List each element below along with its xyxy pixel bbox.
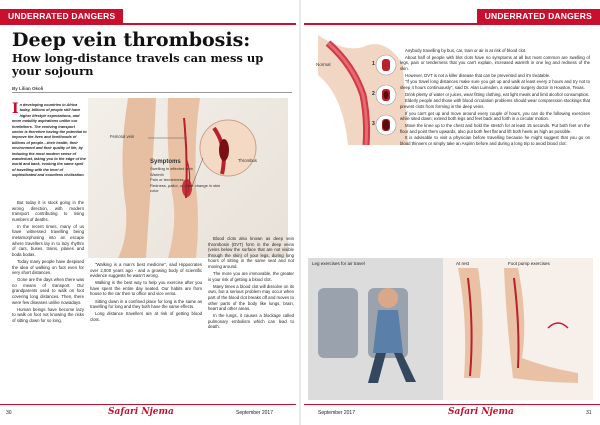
- paragraph: The more you are immovable, the greater is your risk of getting a blood clot.: [208, 271, 294, 282]
- paragraph: Today many people have despised the idea of walking on foot even for very short distances.: [12, 258, 84, 276]
- paragraph: It is advisable to visit a physician before travelling because he might suggest that you go on blood thinners or simply take an Aspirin before and during a long trip to avoid blood clot.: [400, 135, 590, 146]
- symptom-item: Pain or tenderness: [150, 177, 184, 183]
- header-rule-left: [0, 23, 296, 25]
- paragraph: Gone are the days when there was no means of transport. Our grandparents used to walk on foot covering long distances. Then, there were few diseases unlike nowadays.: [12, 277, 84, 305]
- drop-cap: I: [12, 101, 19, 117]
- paragraph: However, DVT is not a killer disease that can be prevented and it's treatable.: [405, 72, 551, 78]
- step-3-label: 3: [372, 121, 375, 127]
- symptoms-title: Symptoms: [150, 159, 181, 165]
- paragraph: About half of people with blot clots have no symptoms at all but most common are swelling of legs, pain or tenderness that you can't explain, increased warmth in one leg and redness of the skin.: [400, 54, 590, 71]
- footer-rule-right: [304, 404, 600, 405]
- symptom-item: Warmth: [150, 171, 164, 177]
- column-2: [90, 262, 202, 324]
- brand-left: Safari Njema: [108, 407, 174, 417]
- thrombus-label: Thrombus: [238, 158, 257, 163]
- date-right: September 2017: [318, 410, 355, 416]
- paragraph: But today it is stock going in the wrong direction, with modern transport contributing to rising numbers of deaths.: [12, 200, 84, 222]
- vein-drawing: [308, 35, 413, 145]
- paragraph: In the lungs, it causes a blockage called pulmonary embolism which can lead to death.: [208, 313, 294, 330]
- paragraph: Drink plenty of water or juices, wear fitting clothing, eat light meals and limit alcohol consumption.: [405, 91, 590, 97]
- exercise-illustration: [308, 258, 593, 400]
- paragraph: Elderly people and those with blood circulation problems should wear compression stockings that prevent clots from forming in the deep veins.: [400, 98, 590, 109]
- page-number-left: 30: [6, 410, 12, 416]
- paragraph: Move the knee up to the chest and hold the stretch for at least 15 seconds. Put both feet on the floor and point them upwards, also put both feet flat and lift both heels as high as possible.: [400, 122, 590, 134]
- paragraph: "Walking is a man's best medicine", said Hippocrates over 2,000 years ago - and a growing body of scientific evidence suggests he wasn't wrong.: [90, 262, 202, 279]
- foot-pump-label: Foot pump exercises: [508, 261, 550, 266]
- normal-label: Normal: [316, 62, 331, 67]
- paragraph: Blood clots also known as deep vein thrombosis (DVT) form in the deep veins (veins below the surface that are not visible through the skin) of your legs, during long hours of sitting in the same seat and not moving around.: [208, 236, 294, 269]
- paragraph: Human beings have become lazy to walk on foot not knowing the risks of sitting down for so long.: [12, 306, 84, 323]
- symptoms-box: [150, 160, 222, 193]
- section-tag-right: UNDERRATED DANGERS: [477, 9, 600, 23]
- at-rest-label: At rest: [456, 261, 470, 266]
- date-left: September 2017: [236, 410, 273, 416]
- header-rule-right: [304, 23, 600, 25]
- paragraph: Many times a blood clot will dissolve on its own, but a serious problem may occur when part of the blood clot breaks off and moves to other parts of the body like lungs, brain, heart and other areas.: [208, 283, 294, 312]
- page-gutter: [299, 0, 301, 425]
- step-2-label: 2: [372, 91, 375, 97]
- exercise-caption: Leg exercises for air travel: [312, 261, 365, 266]
- brand-right: Safari Njema: [448, 407, 514, 417]
- vein-diagram: [308, 35, 413, 145]
- paragraph: "If you travel long distances make sure you get up and walk at least every 2 hours and try not to sleep 4 hours continuously", said Dr. Alan Lumsden, a vascular surgery doctor in Houston, Texas.: [400, 79, 590, 90]
- paragraph: If you can't get up and move around every couple of hours, you can do the following exercises while sited down; extend both legs and feet back and forth in a circular motion.: [400, 110, 590, 122]
- article-subtitle: How long-distance travels can mess up your sojourn: [12, 51, 264, 78]
- paragraph: In the recent times, many of us have witnessed travelling being metamorphosing into an escape where travellers lay in to lazy rhythm of cars, buses, trains, planes and boda bodas.: [12, 223, 84, 257]
- paragraph: Sitting down in a confined place for long is the same as travelling for long and they both have the same effects.: [90, 298, 202, 310]
- femoral-vein-label: Femoral vein: [110, 134, 135, 139]
- footer-rule-left: [0, 404, 296, 405]
- intro-paragraph: [12, 103, 87, 179]
- symptom-item: Swelling in affected limb: [150, 166, 193, 172]
- column-1: [12, 200, 84, 325]
- symptom-item: Redness, pallor, or other change in skin color: [150, 182, 221, 194]
- article-title: Deep vein thrombosis:: [12, 29, 251, 51]
- step-1-label: 1: [372, 61, 375, 67]
- paragraph: Long distance travellers are at risk of getting blood clots.: [90, 311, 202, 322]
- column-3: [208, 236, 294, 332]
- right-column: [400, 48, 590, 148]
- page-number-right: 31: [586, 410, 592, 416]
- title-rule: [12, 92, 292, 93]
- paragraph: Anybody travelling by bus, car, train or air is at risk of blood clot.: [405, 48, 527, 53]
- byline: By Lilian Okoli: [12, 86, 44, 91]
- paragraph: Walking is the best way to help you exercise after you have spent the entire day seated. Our habits are from house to the car then to office and vice versa.: [90, 280, 202, 297]
- section-tag-left: UNDERRATED DANGERS: [0, 9, 123, 23]
- intro-text: n developing countries in Africa today, billions of people still have higher lifestyle expectations, and more mobility aspirations unlike our forefathers. The evolving transport sector is therefore having the potential to improve the lives and livelihoods of billions of people—their health, their environment and their quality of life, by inducing the most modern sense of wanderlust, taking you to the edge of the world and back, evoking the same spell of travelling with the level of sophisticated and countless civilization.: [12, 103, 87, 178]
- exercise-drawing: [308, 258, 593, 400]
